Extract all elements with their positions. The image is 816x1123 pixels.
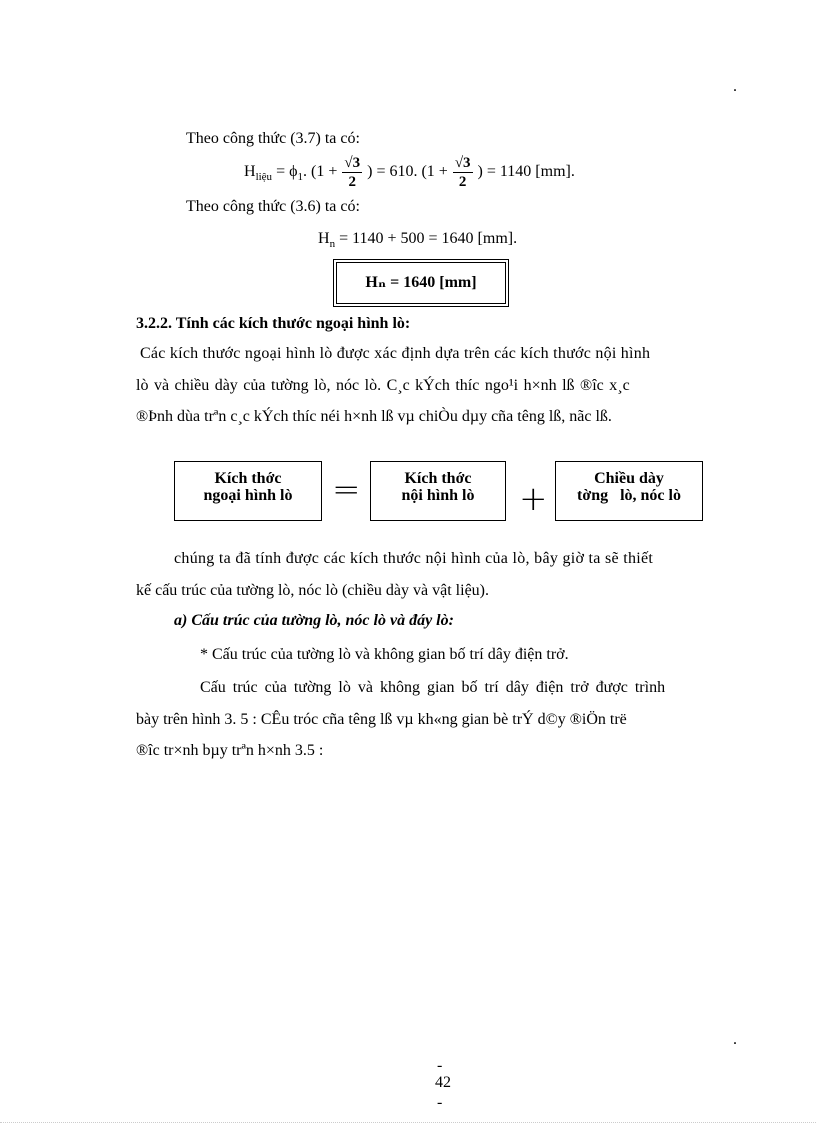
fraction-numerator: √3: [344, 154, 361, 171]
fraction-sqrt3-over-2-b: [453, 154, 473, 191]
fraction-sqrt3-over-2: [342, 154, 362, 191]
box3-line2: tờng lò, nóc lò: [577, 487, 681, 504]
plus-sign: +: [519, 479, 548, 519]
hn-expression: = 1140 + 500 = 1640 [mm].: [339, 230, 518, 247]
para2-line2: kế cấu trúc của tường lò, nóc lò (chiều dày và vật liệu).: [136, 582, 489, 599]
para3-line1: Cấu trúc của tường lò và không gian bố trí dây điện trở được trình: [200, 679, 666, 696]
footer-dash-top: -: [437, 1057, 443, 1074]
box1-line2: ngoại hình lò: [203, 487, 293, 504]
para3-line2: bày trên hình 3. 5 : CÊu tróc cña têng lß vµ kh«ng gian bè trÝ d©y ®iÖn trë: [136, 711, 627, 728]
h-lieu-result: ) = 1140 [mm].: [477, 163, 575, 180]
h-lieu-symbol: H: [244, 163, 256, 180]
para1-line3: ®Þnh dùa trªn c¸c kÝch thíc néi h×nh lß vµ chiÒu dµy cña têng lß, nãc lß.: [136, 408, 612, 425]
hn-symbol: H: [318, 230, 330, 247]
diagram-box-wall-thickness: [555, 461, 703, 521]
para1-line2: lò và chiều dày của tường lò, nóc lò. C¸c kÝch thíc ngo¹i h×nh lß ®îc x¸c: [136, 377, 630, 394]
para1-line1: Các kích thước ngoại hình lò được xác định dựa trên các kích thước nội hình: [140, 345, 651, 362]
hn-subscript: n: [329, 238, 336, 250]
equals-sign: =: [332, 470, 361, 510]
para3-line3: ®îc tr×nh bµy trªn h×nh 3.5 :: [136, 742, 324, 759]
page-number: 42: [435, 1074, 451, 1091]
para2-line1: chúng ta đã tính được các kích thước nội hình của lò, bây giờ ta sẽ thiết: [174, 550, 654, 567]
subheading-a: a) Cấu trúc của tường lò, nóc lò và đáy lò:: [174, 612, 454, 629]
box3-line1: Chiều dày: [594, 470, 664, 487]
result-box-text: Hₙ = 1640 [mm]: [365, 274, 477, 291]
bullet-line: * Cấu trúc của tường lò và không gian bố trí dây điện trở.: [200, 646, 569, 663]
footer-dash-bottom: -: [437, 1094, 443, 1111]
formula-hn: [318, 230, 517, 250]
box1-line1: Kích thớc: [214, 470, 282, 487]
formula-intro-3-7: Theo công thức (3.7) ta có:: [186, 130, 360, 147]
top-dot: .: [733, 78, 737, 95]
box2-line2: nội hình lò: [401, 487, 475, 504]
box2-line1: Kích thớc: [404, 470, 472, 487]
h-lieu-phi: = ϕ: [276, 163, 298, 180]
bottom-dot: .: [733, 1031, 737, 1048]
diagram-box-inner-size: [370, 461, 506, 521]
result-box: [336, 262, 506, 304]
h-lieu-open: . (1 +: [303, 163, 338, 180]
h-lieu-mid: ) = 610. (1 +: [367, 163, 448, 180]
fraction-numerator-b: √3: [454, 154, 471, 171]
diagram-box-outer-size: [174, 461, 322, 521]
fraction-denominator: 2: [348, 173, 356, 190]
section-heading: 3.2.2. Tính các kích thước ngoại hình lò:: [136, 315, 411, 332]
formula-intro-3-6: Theo công thức (3.6) ta có:: [186, 198, 360, 215]
h-lieu-subscript: liệu: [255, 171, 273, 183]
formula-h-lieu: [244, 152, 575, 192]
phi-subscript: 1: [297, 171, 304, 183]
fraction-denominator-b: 2: [458, 173, 467, 190]
